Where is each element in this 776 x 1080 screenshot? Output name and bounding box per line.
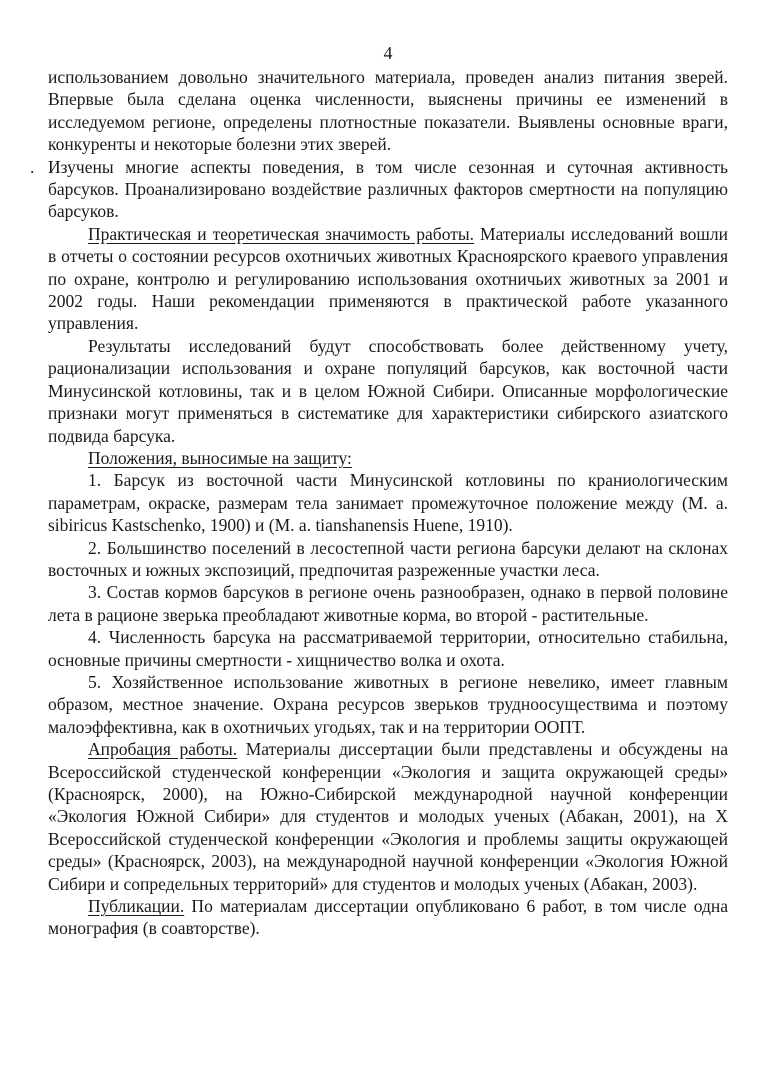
paragraph-approbation bbox=[48, 738, 728, 895]
thesis-item-2: 2. Большинство поселений в лесостепной части региона барсуки делают на склонах восточных и южных экспозиций, предпочитая разреженные участки леса. bbox=[48, 537, 728, 580]
stray-dot: . bbox=[30, 156, 35, 177]
page-body bbox=[30, 66, 728, 940]
thesis-item-3: 3. Состав кормов барсуков в регионе очень разнообразен, однако в первой половине лета в рационе зверька преобладают животные корма, во второй - растительные. bbox=[48, 582, 728, 625]
paragraph-publications-text: По материалам диссертации опубликовано 6 работ, в том числе одна монография (в соавторстве). bbox=[48, 896, 728, 939]
section-heading-theses: Положения, выносимые на защиту: bbox=[88, 447, 352, 468]
paragraph-approbation-text: Материалы диссертации были представлены и обсуждены на Всероссийской студенческой конференции «Экология и защита окружающей среды» (Красноярск, 2000), на Южно-Сибирской международной научной конференции «Экология Южной Сибири» для студентов и молодых ученых (Абакан, 2001), на X Всероссийской студенческой конференции «Экология и проблемы защиты окружающей среды» (Красноярск, 2003), на международной научной конференции «Экология Южной Сибири и сопредельных территорий» для студентов и молодых ученых (Абакан, 2003). bbox=[48, 739, 728, 894]
paragraph-results: Результаты исследований будут способствовать более действенному учету, рационализации использования и охране популяций барсуков, как восточной части Минусинской котловины, так и в целом Южной Сибири. Описанные морфологические признаки могут применяться в систематике для характеристики сибирского азиатского подвида барсука. bbox=[48, 335, 728, 446]
section-heading-approbation: Апробация работы. bbox=[88, 739, 238, 760]
paragraph-analysis: использованием довольно значительного материала, проведен анализ питания зверей. Впервые была сделана оценка численности, выяснены причины ее изменений в исследуемом регионе, определены плотностные показатели. Выявлены основные враги, конкуренты и некоторые болезни этих зверей. bbox=[48, 67, 728, 155]
paragraph-behavior bbox=[30, 156, 728, 223]
paragraph-significance-text: Материалы исследований вошли в отчеты о состоянии ресурсов охотничьих животных Красноярского краевого управления по охране, контролю и регулированию использования охотничьих животных за 2001 и 2002 годы. Наши рекомендации применяются в практической работе указанного управления. bbox=[48, 223, 728, 334]
paragraph-theses-heading bbox=[48, 447, 728, 469]
thesis-item-4: 4. Численность барсука на рассматриваемой территории, относительно стабильна, основные причины смертности - хищничество волка и охота. bbox=[48, 627, 728, 670]
paragraph-publications bbox=[48, 895, 728, 940]
thesis-item-5: 5. Хозяйственное использование животных в регионе невелико, имеет главным образом, местное значение. Охрана ресурсов зверьков трудноосуществима и поэтому малоэффективна, как в охотничьих угодьях, так и на территории ООПТ. bbox=[48, 671, 728, 737]
paragraph-significance bbox=[48, 223, 728, 335]
paragraph-behavior-text: Изучены многие аспекты поведения, в том числе сезонная и суточная активность барсуков. Проанализировано воздействие различных факторов смертности на популяцию барсуков. bbox=[48, 156, 728, 222]
page-number: 4 bbox=[383, 43, 393, 63]
section-heading-significance: Практическая и теоретическая значимость работы. bbox=[88, 223, 475, 244]
section-heading-publications: Публикации. bbox=[88, 896, 185, 917]
thesis-item-1: 1. Барсук из восточной части Минусинской котловины по краниологическим параметрам, окраске, размерам тела занимает промежуточное положение между (M. a. sibiricus Kastschenko, 1900) и (M. a. tianshanensis Huene, 1910). bbox=[48, 470, 728, 536]
